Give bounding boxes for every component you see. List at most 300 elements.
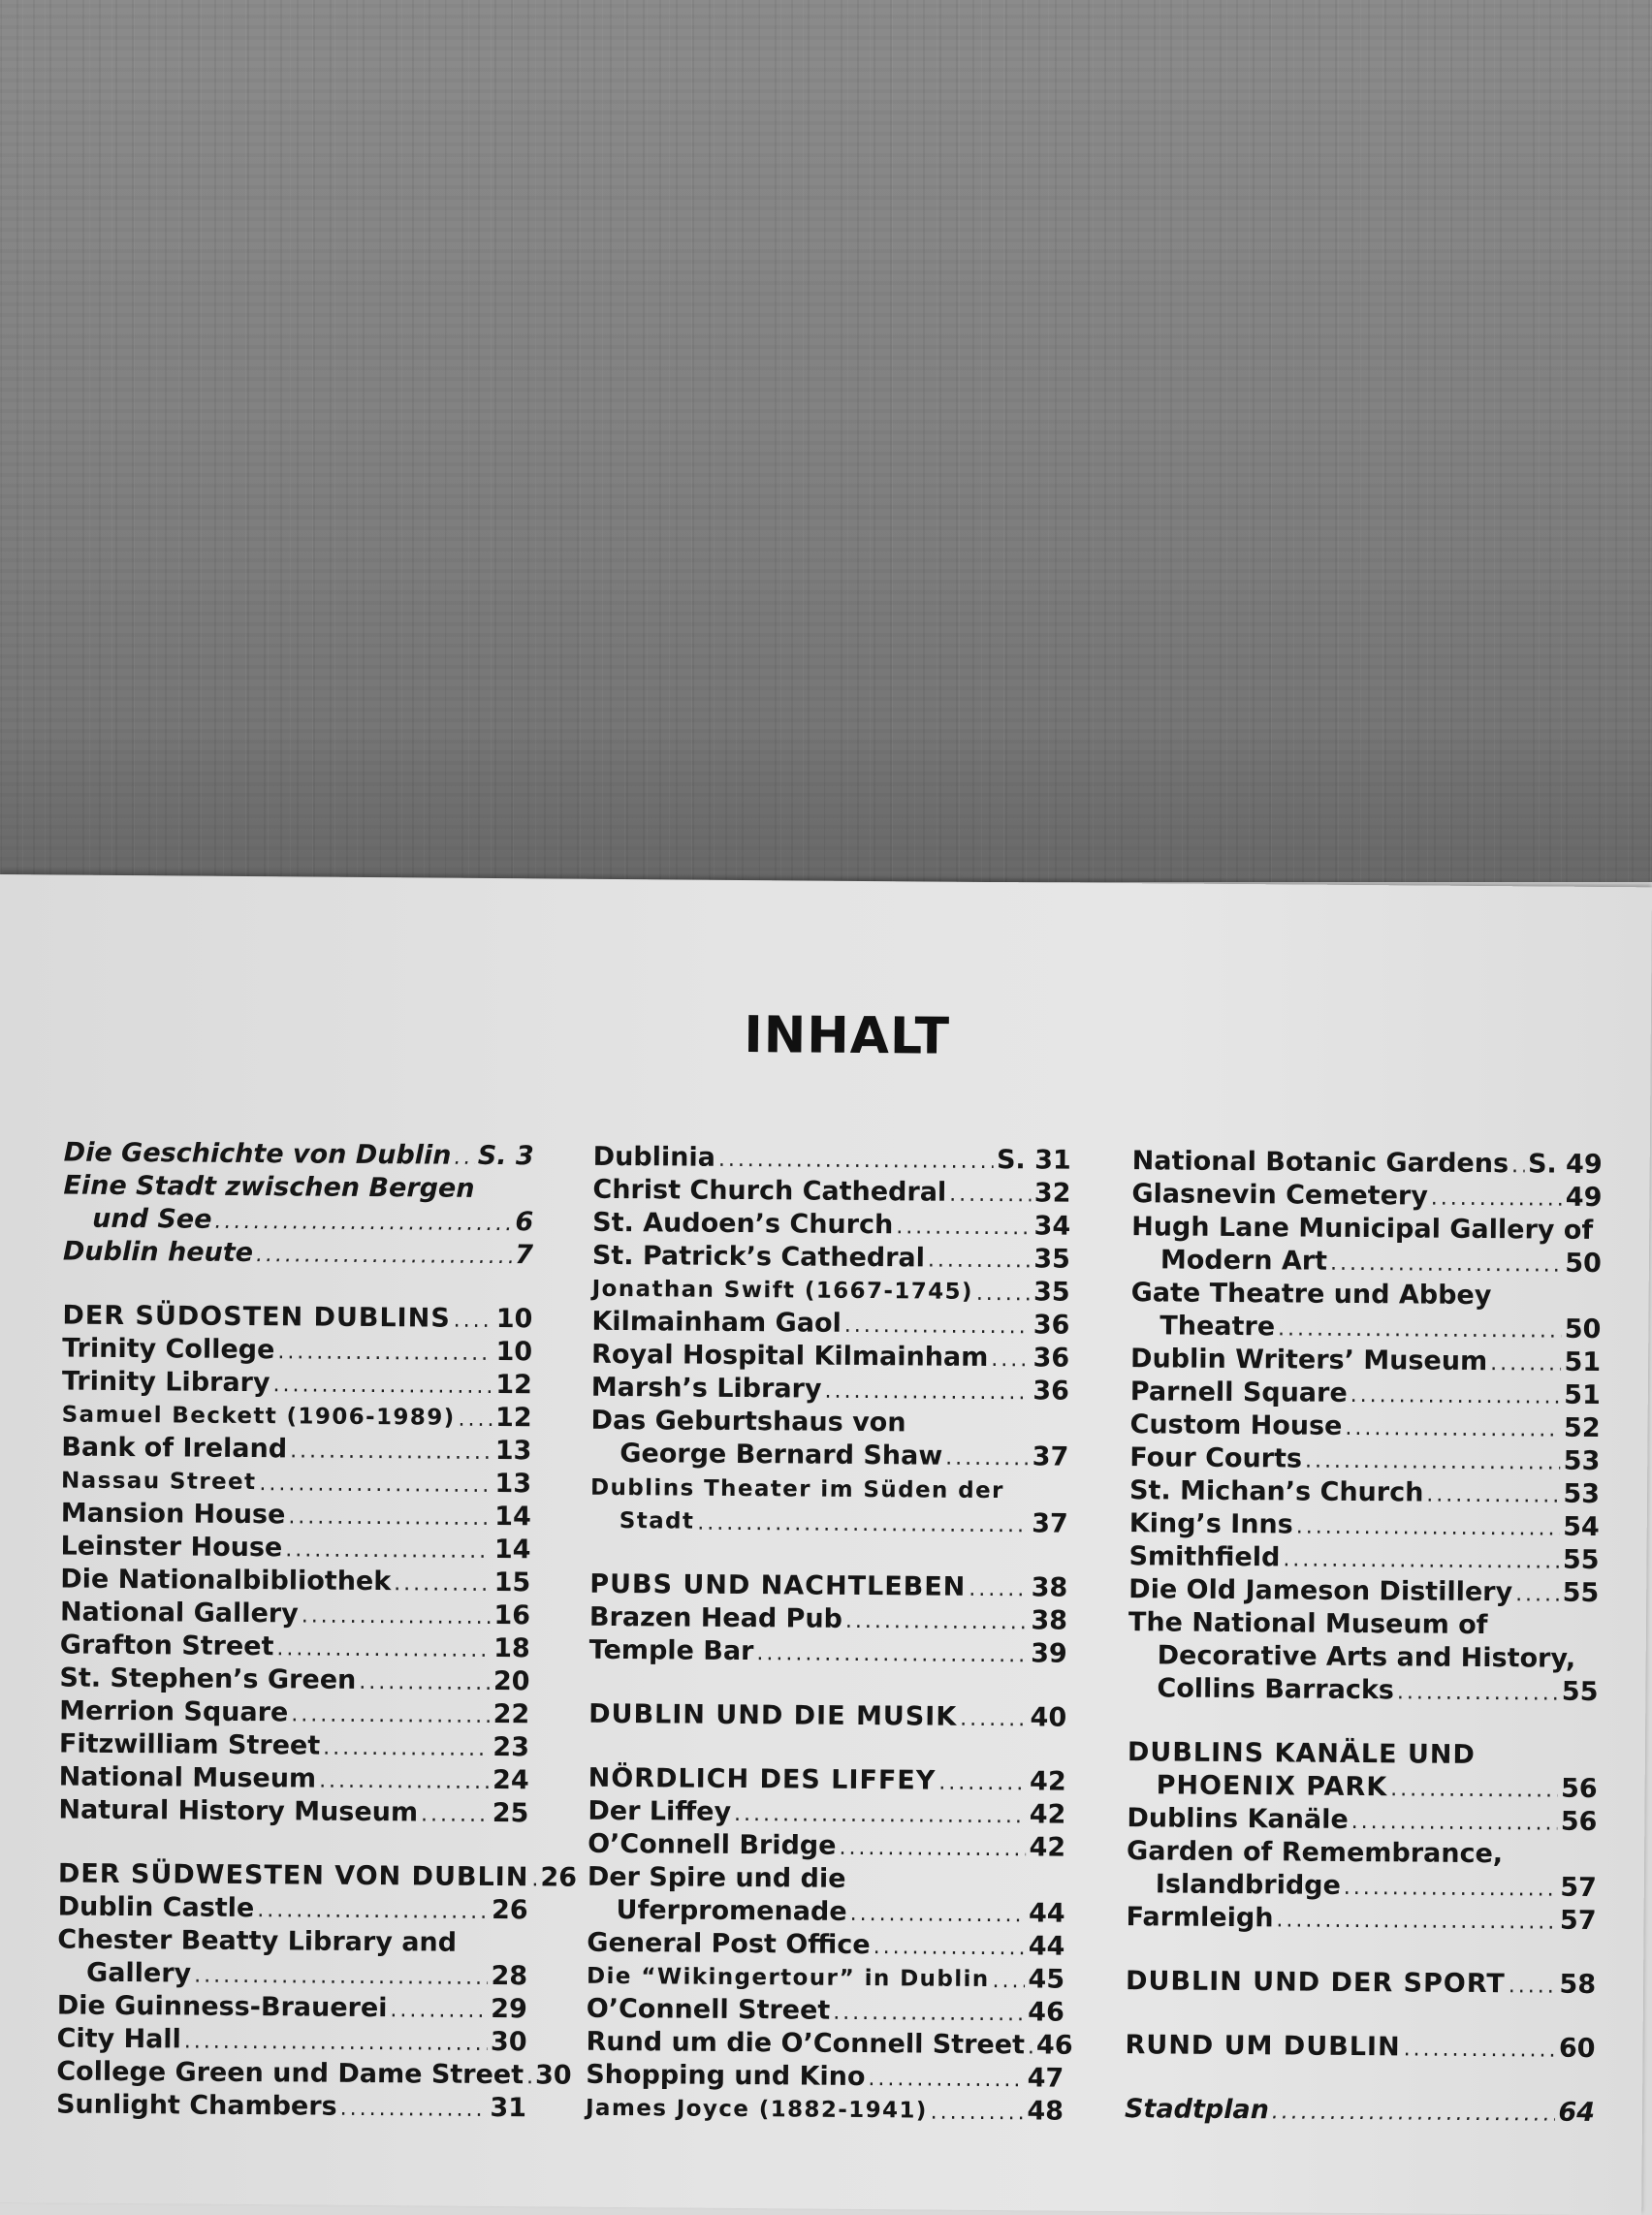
dot-leader bbox=[319, 1767, 490, 1797]
toc-page-number: 10 bbox=[495, 1304, 533, 1335]
toc-entry bbox=[59, 1695, 529, 1732]
toc-entry-label: Decorative Arts and History, bbox=[1157, 1640, 1576, 1674]
toc-page-number: 55 bbox=[1562, 1577, 1600, 1608]
dot-leader bbox=[1515, 1580, 1560, 1609]
toc-page-number: 38 bbox=[1031, 1572, 1068, 1603]
toc-page-number: 32 bbox=[1033, 1178, 1071, 1209]
dot-leader bbox=[1028, 2033, 1033, 2062]
toc-section-heading bbox=[589, 1568, 1067, 1605]
toc-page-number: 64 bbox=[1558, 2097, 1596, 2128]
toc-entry-label: James Joyce (1882-1941) bbox=[585, 2095, 928, 2124]
toc-page-number: 10 bbox=[495, 1337, 533, 1368]
dot-leader bbox=[257, 1896, 489, 1927]
toc-page-number: 42 bbox=[1029, 1766, 1066, 1797]
dot-leader bbox=[960, 1705, 1028, 1735]
toc-page-number: 40 bbox=[1030, 1702, 1067, 1733]
toc-entry-label: Der Liffey bbox=[588, 1795, 732, 1827]
toc-entry bbox=[62, 1333, 532, 1370]
toc-entry bbox=[1128, 1672, 1598, 1709]
toc-page-number: 51 bbox=[1564, 1379, 1601, 1410]
dot-leader bbox=[1511, 1152, 1525, 1181]
dot-leader bbox=[1351, 1808, 1558, 1839]
toc-page-number: 50 bbox=[1565, 1248, 1603, 1279]
toc-entry-label: DUBLIN UND DER SPORT bbox=[1125, 1966, 1506, 2000]
toc-entry bbox=[1127, 1868, 1597, 1905]
toc-entry-label: Dublin heute bbox=[62, 1236, 254, 1269]
toc-entry-label: St. Patrick’s Cathedral bbox=[591, 1240, 926, 1274]
toc-entry bbox=[590, 1438, 1068, 1474]
toc-entry-label: Four Courts bbox=[1129, 1442, 1303, 1474]
toc-entry bbox=[60, 1564, 530, 1600]
toc-entry-label: City Hall bbox=[56, 2023, 181, 2055]
dot-leader bbox=[1345, 1414, 1561, 1445]
toc-page-number: 55 bbox=[1561, 1676, 1599, 1707]
toc-page-number: 46 bbox=[1035, 2030, 1073, 2061]
toc-entry-label: Die Geschichte von Dublin bbox=[63, 1137, 452, 1171]
toc-entry bbox=[1130, 1376, 1601, 1412]
toc-entry-label: Garden of Remembrance, bbox=[1127, 1836, 1504, 1870]
dot-leader bbox=[1283, 1545, 1560, 1576]
toc-page-number: 56 bbox=[1560, 1773, 1598, 1804]
dot-leader bbox=[850, 1900, 1027, 1930]
toc-entry bbox=[590, 1405, 1068, 1441]
toc-page-number: 55 bbox=[1562, 1544, 1600, 1575]
dot-leader bbox=[928, 1247, 1032, 1277]
toc-entry bbox=[592, 1174, 1070, 1211]
toc-entry-label: PHOENIX PARK bbox=[1156, 1770, 1388, 1803]
toc-entry-label: College Green und Dame Street bbox=[56, 2056, 524, 2091]
toc-page-number: 34 bbox=[1033, 1211, 1071, 1242]
toc-entry-label: Farmleigh bbox=[1126, 1902, 1274, 1934]
dot-leader bbox=[1431, 1185, 1563, 1215]
toc-page-number: 13 bbox=[494, 1436, 532, 1467]
section-spacer bbox=[589, 1537, 1067, 1572]
toc-entry bbox=[587, 1993, 1064, 2030]
toc-page-number: 38 bbox=[1031, 1605, 1068, 1636]
toc-entry-label: Bank of Ireland bbox=[61, 1432, 288, 1465]
dot-leader bbox=[734, 1800, 1027, 1831]
toc-entry-label: Stadt bbox=[619, 1508, 695, 1535]
toc-entry-label: Das Geburtshaus von bbox=[590, 1405, 906, 1439]
toc-entry-label: Die Nationalbibliothek bbox=[60, 1564, 392, 1598]
toc-entry bbox=[587, 1927, 1064, 1964]
dot-leader bbox=[454, 1307, 493, 1336]
toc-entry bbox=[1129, 1474, 1600, 1511]
section-spacer bbox=[588, 1667, 1066, 1702]
toc-entry bbox=[587, 1894, 1064, 1931]
toc-entry bbox=[1129, 1408, 1600, 1445]
toc-page-number: 47 bbox=[1027, 2063, 1064, 2094]
toc-entry bbox=[56, 2022, 526, 2059]
toc-entry bbox=[586, 2059, 1064, 2096]
toc-entry-label: Christ Church Cathedral bbox=[592, 1174, 947, 1208]
toc-page-number: 37 bbox=[1032, 1441, 1069, 1472]
toc-page-number: 29 bbox=[491, 1994, 527, 2025]
toc-page-number: S. 49 bbox=[1527, 1149, 1603, 1180]
dot-leader bbox=[896, 1213, 1032, 1243]
toc-entry-label: Sunlight Chambers bbox=[55, 2089, 337, 2122]
toc-entry-label: General Post Office bbox=[587, 1927, 871, 1961]
toc-page-number: 26 bbox=[540, 1862, 578, 1893]
toc-page-number: 6 bbox=[515, 1207, 534, 1238]
toc-column-2 bbox=[586, 1141, 1071, 2129]
toc-entry bbox=[60, 1531, 530, 1567]
toc-section-heading bbox=[1126, 1965, 1596, 2002]
toc-entry bbox=[592, 1273, 1070, 1310]
toc-entry-label: Gate Theatre und Abbey bbox=[1130, 1278, 1492, 1312]
toc-entry bbox=[1131, 1178, 1602, 1215]
toc-page-number: 44 bbox=[1028, 1898, 1065, 1929]
toc-entry-label: Die Guinness-Brauerei bbox=[56, 1990, 388, 2024]
toc-entry-label: Dublinia bbox=[592, 1141, 716, 1173]
section-spacer bbox=[1126, 1934, 1596, 1969]
toc-entry-label: Royal Hospital Kilmainham bbox=[591, 1339, 989, 1374]
dot-leader bbox=[256, 1241, 512, 1272]
toc-entry bbox=[63, 1170, 533, 1207]
toc-entry-label: Gallery bbox=[85, 1957, 192, 1989]
dot-leader bbox=[844, 1312, 1031, 1343]
section-spacer bbox=[1126, 1998, 1596, 2033]
toc-entry-label: Merrion Square bbox=[59, 1695, 289, 1728]
toc-page-number: 45 bbox=[1028, 1964, 1065, 1995]
toc-entry-label: Glasnevin Cemetery bbox=[1131, 1179, 1428, 1212]
book-page bbox=[0, 874, 1652, 2215]
toc-page-number: 16 bbox=[493, 1600, 531, 1631]
toc-entry bbox=[591, 1339, 1069, 1376]
toc-entry bbox=[58, 1794, 528, 1831]
toc-entry bbox=[56, 2088, 526, 2125]
dot-leader bbox=[824, 1377, 1030, 1408]
toc-entry-label: Trinity College bbox=[62, 1333, 275, 1366]
toc-page-number: 12 bbox=[494, 1403, 532, 1434]
toc-entry bbox=[589, 1601, 1067, 1638]
dot-leader bbox=[756, 1639, 1028, 1670]
toc-section-heading bbox=[1128, 1736, 1598, 1773]
toc-entry-label: Trinity Library bbox=[61, 1366, 270, 1399]
dot-leader bbox=[931, 2099, 1025, 2129]
toc-page-number: 36 bbox=[1032, 1376, 1069, 1407]
toc-entry bbox=[589, 1634, 1067, 1671]
toc-entry-label: Smithfield bbox=[1128, 1541, 1281, 1573]
toc-entry-label: Chester Beatty Library and bbox=[57, 1924, 458, 1958]
toc-page-number: 36 bbox=[1032, 1343, 1070, 1374]
section-spacer bbox=[1128, 1705, 1598, 1740]
dot-leader bbox=[697, 1509, 1029, 1541]
toc-entry bbox=[1129, 1507, 1600, 1544]
toc-entry-label: Leinster House bbox=[60, 1531, 283, 1564]
dot-leader bbox=[1490, 1349, 1562, 1379]
toc-page-number: 42 bbox=[1029, 1799, 1066, 1830]
toc-entry-label: George Bernard Shaw bbox=[620, 1439, 943, 1471]
toc-page-number: 20 bbox=[492, 1666, 530, 1697]
toc-entry-label: King’s Inns bbox=[1128, 1508, 1293, 1540]
toc-entry bbox=[1131, 1211, 1602, 1248]
toc-entry-label: Die “Wikingertour” in Dublin bbox=[586, 1963, 990, 1993]
toc-entry bbox=[586, 2026, 1073, 2063]
toc-entry-label: Modern Art bbox=[1160, 1245, 1328, 1277]
dot-leader bbox=[290, 1437, 492, 1468]
toc-entry bbox=[590, 1471, 1068, 1508]
toc-entry-label: Dublins Kanäle bbox=[1127, 1803, 1349, 1835]
toc-page-number: 52 bbox=[1563, 1412, 1601, 1443]
page-title: INHALT bbox=[744, 1006, 951, 1066]
dot-leader bbox=[214, 1208, 512, 1239]
toc-entry bbox=[1130, 1310, 1601, 1346]
toc-entry bbox=[56, 2055, 572, 2092]
toc-entry bbox=[1128, 1573, 1599, 1610]
dot-leader bbox=[394, 1569, 492, 1599]
toc-page-number: 54 bbox=[1563, 1511, 1600, 1542]
toc-page-number: 13 bbox=[494, 1469, 532, 1500]
toc-page-number: 35 bbox=[1032, 1277, 1070, 1308]
toc-entry-label: Stadtplan bbox=[1124, 2094, 1269, 2126]
toc-page-number: 35 bbox=[1033, 1244, 1071, 1275]
dot-leader bbox=[1278, 1314, 1562, 1345]
dot-leader bbox=[969, 1575, 1029, 1604]
toc-entry bbox=[59, 1662, 529, 1699]
dot-leader bbox=[839, 1834, 1026, 1865]
dot-leader bbox=[992, 1967, 1025, 1996]
toc-page-number: 57 bbox=[1559, 1905, 1597, 1936]
toc-entry bbox=[1131, 1277, 1602, 1313]
toc-entry bbox=[588, 1861, 1065, 1898]
section-spacer bbox=[1125, 2062, 1595, 2097]
section-spacer bbox=[63, 1269, 533, 1304]
toc-page-number: 28 bbox=[491, 1961, 528, 1992]
toc-entry-label: St. Michan’s Church bbox=[1128, 1475, 1424, 1508]
toc-entry bbox=[1128, 1606, 1599, 1643]
toc-entry bbox=[591, 1372, 1069, 1408]
toc-entry-label: Islandbridge bbox=[1155, 1869, 1341, 1901]
toc-entry bbox=[57, 1989, 527, 2026]
toc-entry bbox=[57, 1956, 527, 1993]
toc-entry bbox=[586, 2092, 1064, 2129]
toc-page-number: S. 3 bbox=[477, 1140, 534, 1172]
dot-leader bbox=[1276, 1906, 1557, 1937]
toc-page-number: 30 bbox=[490, 2027, 527, 2058]
toc-page-number: 25 bbox=[492, 1798, 529, 1829]
toc-entry-label: Jonathan Swift (1667-1745) bbox=[591, 1276, 973, 1305]
section-spacer bbox=[58, 1827, 528, 1862]
toc-entry-label: St. Audoen’s Church bbox=[592, 1207, 894, 1241]
toc-page-number: 26 bbox=[491, 1895, 528, 1926]
toc-entry-label: Samuel Beckett (1906-1989) bbox=[61, 1402, 456, 1431]
dot-leader bbox=[1305, 1447, 1561, 1478]
toc-entry bbox=[592, 1240, 1070, 1277]
toc-entry-label: The National Museum of bbox=[1128, 1607, 1488, 1641]
dot-leader bbox=[1509, 1972, 1557, 2001]
dot-leader bbox=[323, 1734, 490, 1764]
dot-leader bbox=[288, 1503, 492, 1534]
dot-leader bbox=[340, 2095, 488, 2125]
background-texture bbox=[0, 0, 1652, 882]
toc-entry bbox=[587, 1960, 1064, 1997]
toc-entry-label: Parnell Square bbox=[1129, 1376, 1348, 1408]
toc-entry-label: Theatre bbox=[1160, 1311, 1276, 1343]
toc-entry bbox=[1131, 1244, 1602, 1281]
toc-page-number: 23 bbox=[492, 1732, 530, 1763]
toc-page-number: 39 bbox=[1031, 1638, 1067, 1669]
toc-page-number: 42 bbox=[1029, 1832, 1066, 1863]
toc-entry bbox=[1130, 1343, 1601, 1379]
toc-entry-label: Dublins Theater im Süden der bbox=[589, 1474, 1004, 1504]
toc-page-number: 51 bbox=[1564, 1346, 1602, 1377]
dot-leader bbox=[868, 2065, 1024, 2095]
toc-page-number: 31 bbox=[490, 2093, 527, 2124]
dot-leader bbox=[359, 1668, 491, 1698]
toc-entry-label: DUBLINS KANÄLE UND bbox=[1127, 1737, 1476, 1770]
toc-page-number: 44 bbox=[1028, 1931, 1065, 1962]
dot-leader bbox=[421, 1800, 490, 1830]
toc-entry-label: und See bbox=[92, 1203, 212, 1235]
dot-leader bbox=[1350, 1381, 1562, 1412]
toc-entry bbox=[1128, 1540, 1599, 1577]
toc-section-heading bbox=[62, 1300, 532, 1337]
toc-entry bbox=[592, 1207, 1070, 1244]
toc-entry bbox=[64, 1137, 534, 1174]
toc-entry-label: Rund um die O’Connell Street bbox=[586, 2026, 1026, 2061]
toc-entry-label: O’Connell Bridge bbox=[588, 1828, 837, 1861]
toc-page-number: 49 bbox=[1565, 1182, 1603, 1213]
toc-page-number: 50 bbox=[1564, 1313, 1602, 1345]
toc-entry bbox=[588, 1828, 1065, 1865]
toc-section-heading bbox=[1125, 2029, 1595, 2066]
toc-section-heading bbox=[588, 1762, 1066, 1799]
toc-entry bbox=[1125, 2093, 1595, 2130]
toc-entry bbox=[61, 1432, 531, 1469]
toc-entry bbox=[57, 1924, 527, 1961]
toc-entry-label: DER SÜDWESTEN VON DUBLIN bbox=[57, 1858, 529, 1893]
toc-entry-label: Collins Barracks bbox=[1157, 1673, 1395, 1706]
dot-leader bbox=[1330, 1250, 1563, 1281]
toc-entry bbox=[61, 1465, 531, 1502]
toc-entry-label: National Gallery bbox=[59, 1597, 299, 1630]
toc-page-number: 12 bbox=[495, 1370, 533, 1401]
toc-page-number: 60 bbox=[1558, 2033, 1596, 2064]
dot-leader bbox=[938, 1769, 1027, 1799]
dot-leader bbox=[1296, 1513, 1561, 1544]
dot-leader bbox=[277, 1338, 492, 1369]
toc-entry bbox=[59, 1761, 529, 1798]
toc-page-number: 24 bbox=[492, 1765, 529, 1796]
toc-entry bbox=[63, 1236, 533, 1273]
toc-entry-label: NÖRDLICH DES LIFFEY bbox=[588, 1762, 937, 1796]
dot-leader bbox=[194, 1962, 489, 1993]
toc-page-number: 14 bbox=[494, 1502, 531, 1533]
toc-page-number: S. 31 bbox=[996, 1145, 1071, 1176]
toc-entry bbox=[1128, 1639, 1599, 1676]
dot-leader bbox=[1390, 1775, 1558, 1805]
toc-page-number: 58 bbox=[1559, 1969, 1597, 2000]
toc-entry bbox=[60, 1597, 530, 1633]
dot-leader bbox=[276, 1634, 491, 1665]
toc-entry bbox=[61, 1399, 531, 1436]
toc-page-number: 15 bbox=[493, 1567, 531, 1598]
toc-page-number: 7 bbox=[515, 1240, 534, 1271]
toc-entry bbox=[1132, 1145, 1603, 1182]
toc-entry-label: Uferpromenade bbox=[616, 1895, 847, 1927]
toc-entry-label: National Museum bbox=[58, 1761, 317, 1794]
toc-section-heading bbox=[57, 1858, 578, 1895]
toc-entry-label: Nassau Street bbox=[60, 1468, 257, 1496]
toc-column-3 bbox=[1125, 1145, 1603, 2130]
toc-entry bbox=[62, 1366, 532, 1403]
dot-leader bbox=[1397, 1678, 1559, 1708]
toc-entry-label: Eine Stadt zwischen Bergen bbox=[63, 1170, 475, 1204]
toc-page-number: 46 bbox=[1028, 1997, 1064, 2028]
dot-leader bbox=[1426, 1481, 1560, 1511]
toc-entry-label: St. Stephen’s Green bbox=[59, 1662, 357, 1695]
toc-entry-label: Custom House bbox=[1129, 1409, 1343, 1441]
toc-entry-label: RUND UM DUBLIN bbox=[1125, 2030, 1401, 2063]
dot-leader bbox=[949, 1181, 1032, 1211]
toc-page-number: 56 bbox=[1560, 1806, 1598, 1837]
toc-page-number: 14 bbox=[493, 1535, 531, 1566]
toc-entry-label: Fitzwilliam Street bbox=[58, 1728, 321, 1761]
toc-page-number: 22 bbox=[492, 1699, 530, 1730]
toc-entry bbox=[1127, 1802, 1597, 1839]
toc-entry-label: Shopping und Kino bbox=[586, 2059, 866, 2093]
toc-section-heading bbox=[1128, 1769, 1598, 1806]
dot-leader bbox=[833, 1999, 1025, 2030]
dot-leader bbox=[390, 1996, 488, 2026]
dot-leader bbox=[718, 1146, 994, 1177]
dot-leader bbox=[874, 1933, 1026, 1963]
section-spacer bbox=[588, 1731, 1066, 1766]
toc-entry bbox=[63, 1203, 533, 1240]
toc-entry bbox=[1127, 1835, 1597, 1872]
toc-entry-label: Kilmainham Gaol bbox=[591, 1306, 842, 1339]
toc-page-number: 18 bbox=[493, 1633, 530, 1664]
toc-page-number: 57 bbox=[1560, 1872, 1597, 1903]
dot-leader bbox=[272, 1371, 492, 1402]
toc-page-number: 53 bbox=[1563, 1445, 1601, 1476]
toc-entry bbox=[60, 1630, 530, 1666]
dot-leader bbox=[531, 1865, 537, 1894]
toc-page-number: 36 bbox=[1032, 1310, 1070, 1341]
toc-entry-label: Hugh Lane Municipal Gallery of bbox=[1131, 1212, 1594, 1246]
toc-entry-label: Temple Bar bbox=[588, 1634, 754, 1667]
dot-leader bbox=[526, 2063, 532, 2092]
toc-entry-label: Die Old Jameson Distillery bbox=[1128, 1574, 1513, 1608]
toc-entry bbox=[591, 1306, 1069, 1343]
toc-section-heading bbox=[588, 1698, 1066, 1735]
dot-leader bbox=[285, 1535, 492, 1566]
toc-entry-label: PUBS UND NACHTLEBEN bbox=[589, 1568, 967, 1602]
toc-entry-label: Grafton Street bbox=[59, 1630, 274, 1662]
dot-leader bbox=[184, 2028, 488, 2059]
dot-leader bbox=[454, 1144, 475, 1173]
dot-leader bbox=[845, 1607, 1029, 1637]
toc-entry-label: DER SÜDOSTEN DUBLINS bbox=[62, 1300, 451, 1334]
toc-entry bbox=[59, 1728, 529, 1765]
toc-entry-label: Dublin Castle bbox=[57, 1891, 255, 1924]
toc-entry bbox=[61, 1498, 531, 1535]
toc-entry-label: Marsh’s Library bbox=[590, 1372, 822, 1405]
toc-page-number: 53 bbox=[1563, 1478, 1601, 1509]
toc-entry-label: Brazen Head Pub bbox=[588, 1601, 843, 1634]
toc-entry-label: National Botanic Gardens bbox=[1131, 1146, 1509, 1180]
toc-entry-label: Der Spire und die bbox=[587, 1861, 846, 1894]
toc-entry bbox=[588, 1795, 1065, 1832]
toc-entry-label: Natural History Museum bbox=[58, 1794, 419, 1828]
dot-leader bbox=[259, 1470, 492, 1501]
dot-leader bbox=[458, 1406, 492, 1435]
toc-entry-label: O’Connell Street bbox=[586, 1993, 831, 2026]
toc-column-1 bbox=[55, 1137, 578, 2126]
dot-leader bbox=[1403, 2035, 1556, 2065]
dot-leader bbox=[991, 1345, 1030, 1375]
